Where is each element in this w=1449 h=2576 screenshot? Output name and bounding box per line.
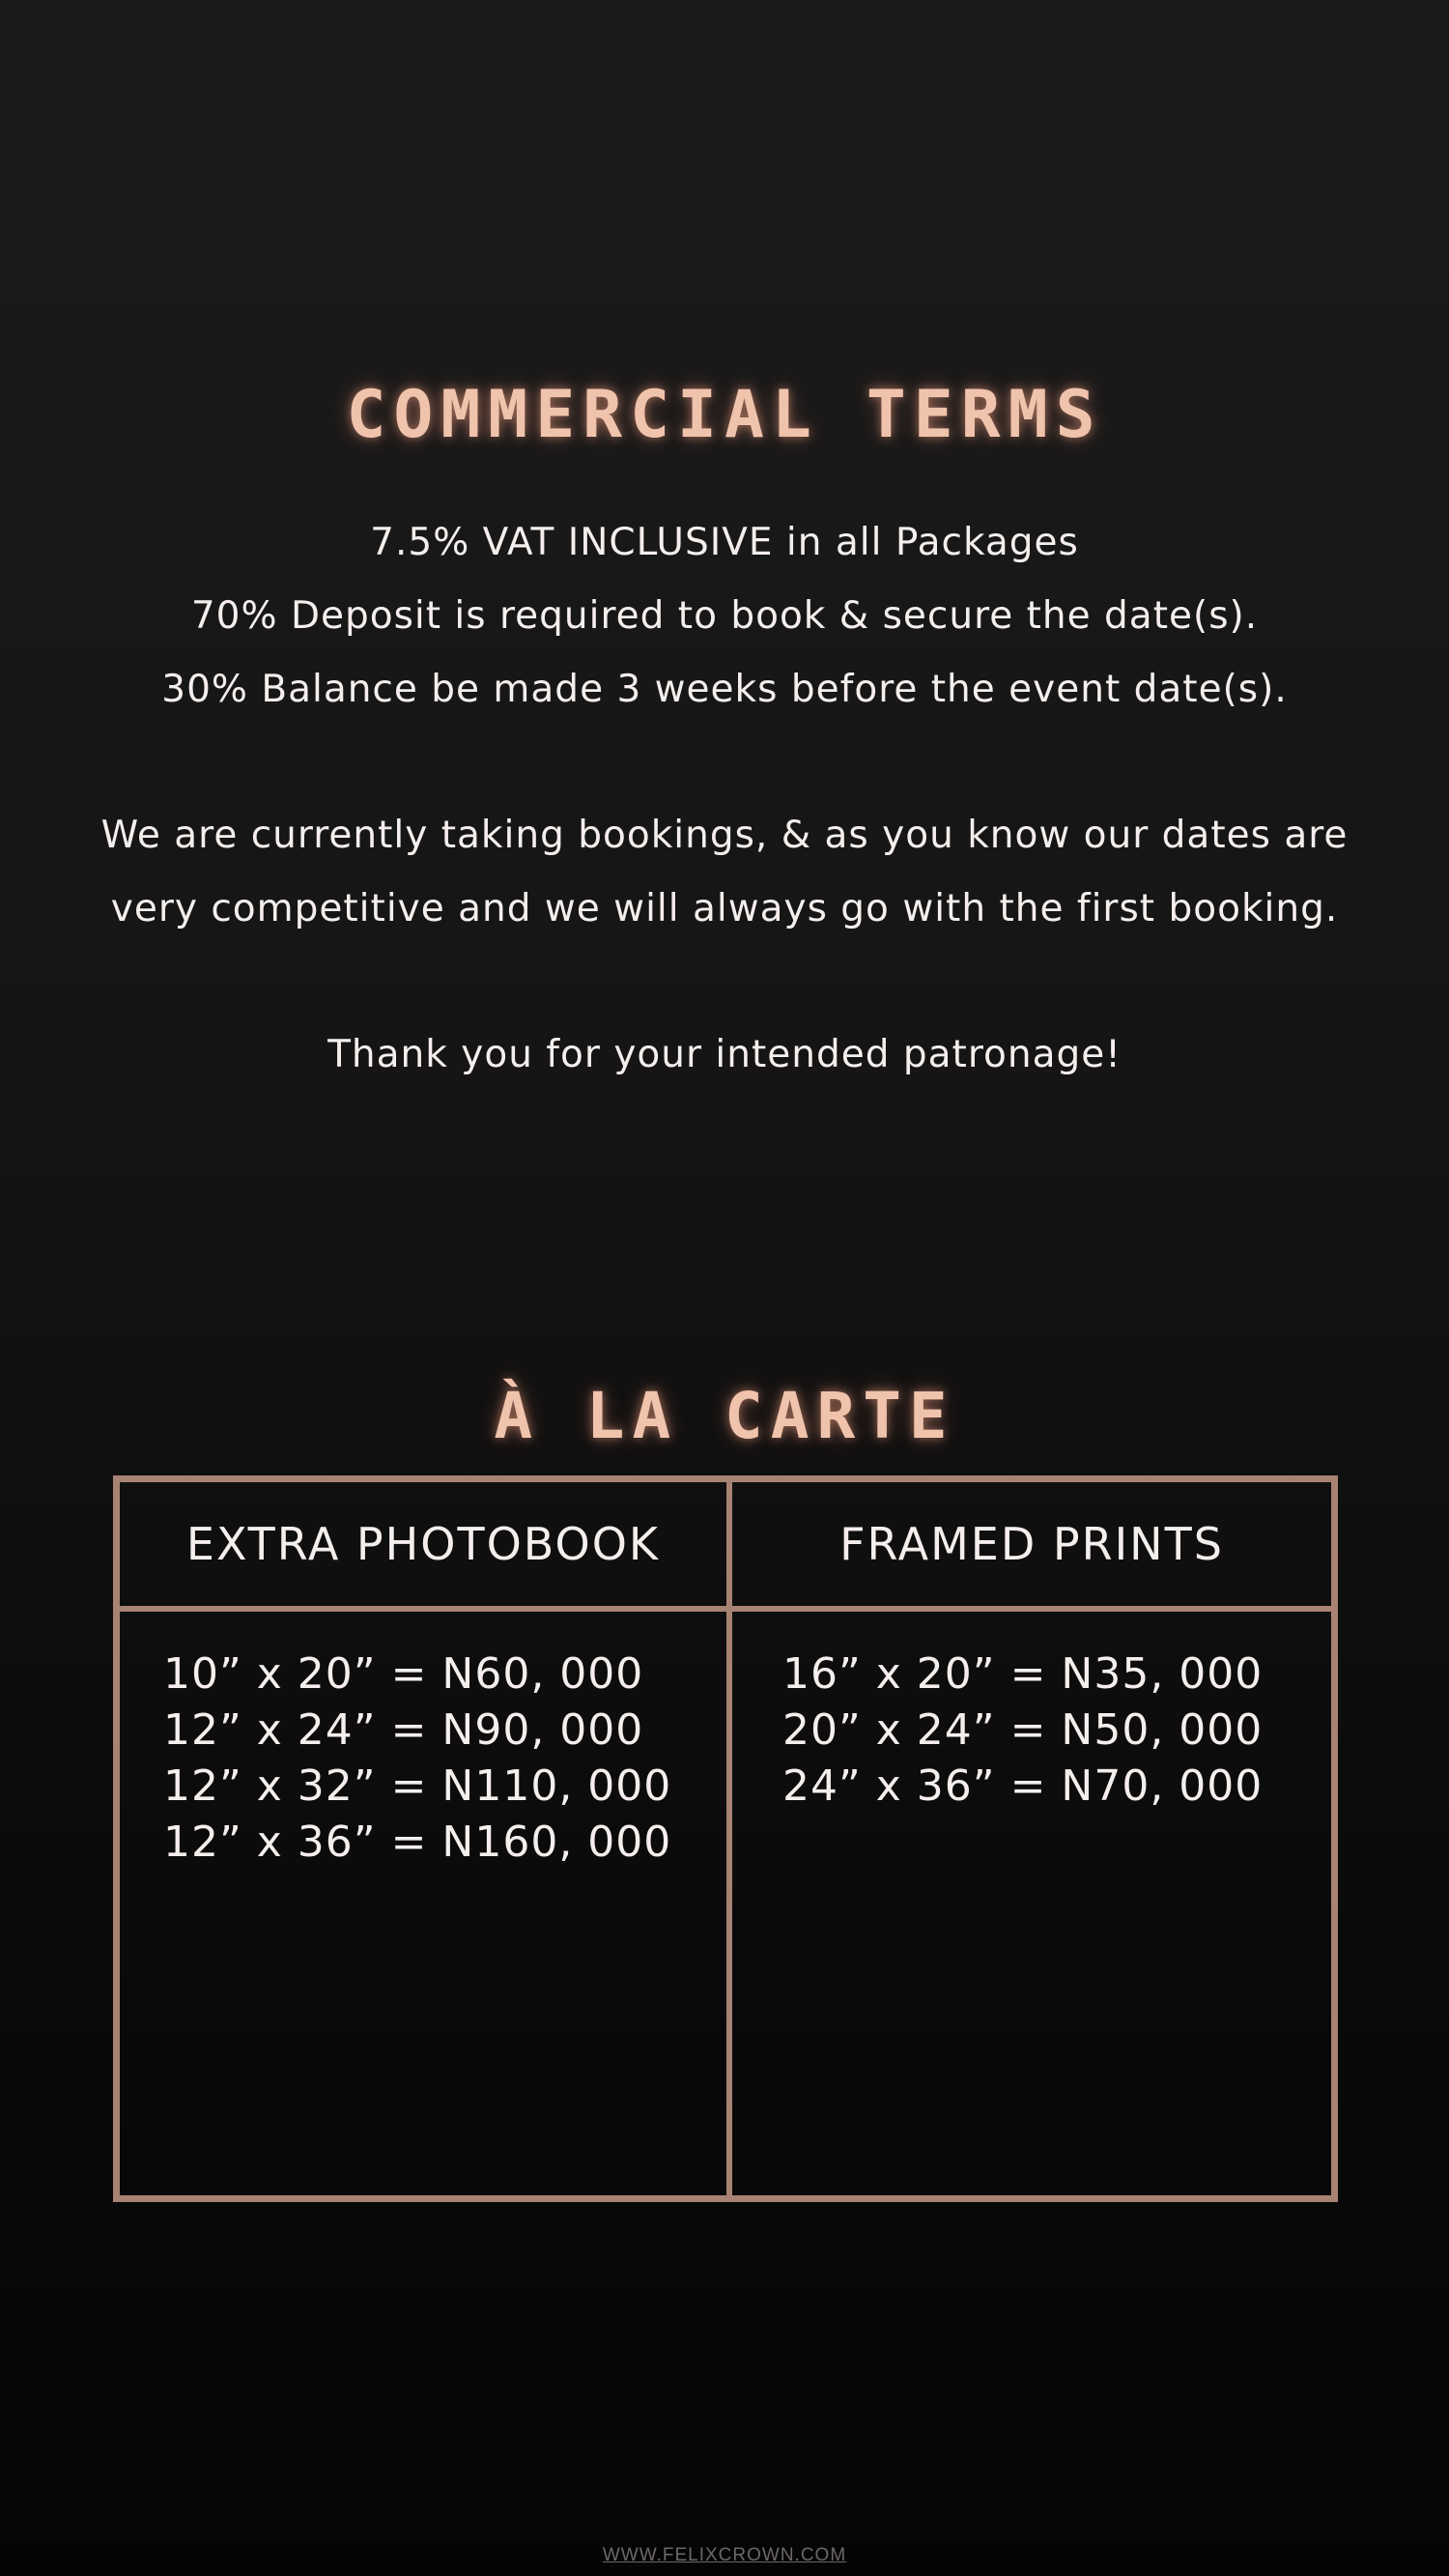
column-header-framed-prints: FRAMED PRINTS [839,1518,1224,1570]
terms-line-vat: 7.5% VAT INCLUSIVE in all Packages [370,521,1079,564]
framed-prints-price-list [782,1646,1263,1815]
price-item: 12” x 24” = N90, 000 [163,1705,644,1755]
price-item: 24” x 36” = N70, 000 [782,1761,1264,1811]
thanks-text: Thank you for your intended patronage! [327,1033,1122,1076]
photobook-price-list [163,1646,671,1871]
price-item: 16” x 20” = N35, 000 [782,1649,1264,1699]
booking-note-line-2: very competitive and we will always go with the first booking. [110,887,1339,930]
a-la-carte-heading: À LA CARTE [494,1378,955,1453]
terms-list [0,506,1449,727]
price-item: 12” x 32” = N110, 000 [163,1761,672,1811]
column-header-extra-photobook: EXTRA PHOTOBOOK [185,1518,661,1570]
price-item: 20” x 24” = N50, 000 [782,1705,1264,1755]
website-link[interactable]: WWW.FELIXCROWN.COM [602,2545,847,2565]
price-item: 10” x 20” = N60, 000 [163,1649,644,1699]
commercial-terms-heading: COMMERCIAL TERMS [346,376,1103,453]
thanks-message [0,1018,1449,1092]
price-item: 12” x 36” = N160, 000 [163,1818,672,1867]
header-divider [120,1606,1331,1612]
terms-line-balance: 30% Balance be made 3 weeks before the event date(s). [161,668,1288,711]
terms-line-deposit: 70% Deposit is required to book & secure the date(s). [190,594,1259,638]
booking-note [0,799,1449,946]
a-la-carte-table [113,1475,1338,2202]
booking-note-line-1: We are currently taking bookings, & as you know our dates are [100,814,1349,857]
